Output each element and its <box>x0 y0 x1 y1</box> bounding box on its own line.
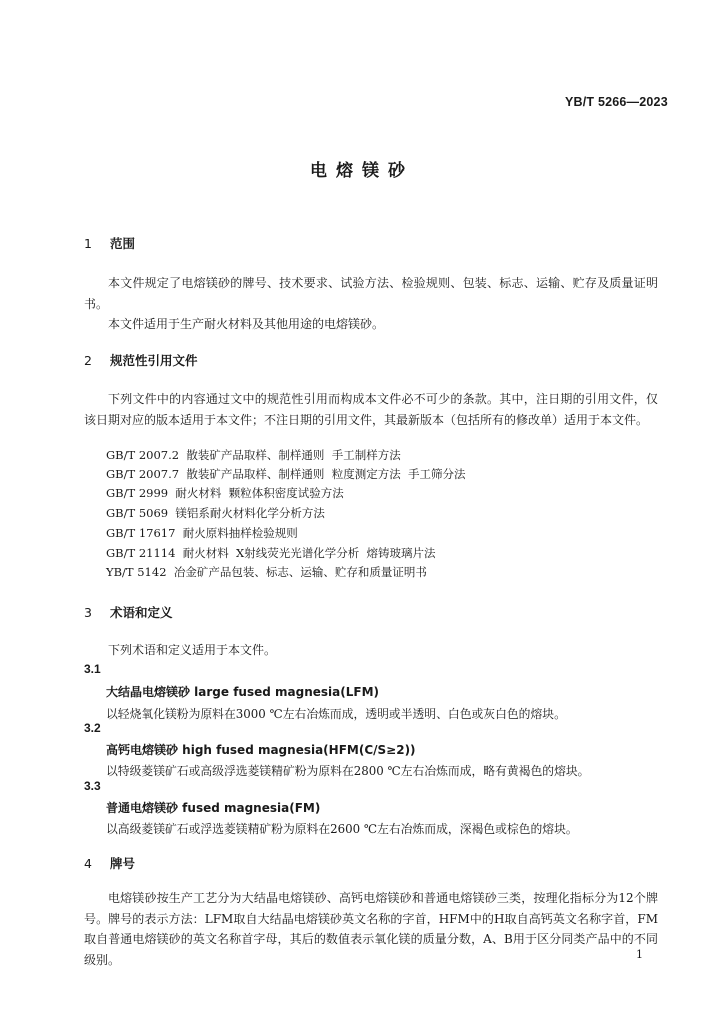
section-title: 术语和定义 <box>110 605 173 620</box>
term-name: 普通电熔镁砂 fused magnesia(FM) <box>106 801 321 815</box>
term-definition: 以轻烧氧化镁粉为原料在3000 ℃左右冶炼而成，透明或半透明、白色或灰白色的熔块。 <box>106 707 566 721</box>
section-1-heading <box>84 234 135 252</box>
reference-item: GB/T 5069 镁铝系耐火材料化学分析方法 <box>106 506 325 520</box>
term-number: 3.1 <box>84 662 101 676</box>
reference-item: YB/T 5142 冶金矿产品包装、标志、运输、贮存和质量证明书 <box>106 565 427 579</box>
section-title: 规范性引用文件 <box>110 353 198 368</box>
section-number: 3 <box>84 605 92 620</box>
section-number: 4 <box>84 856 92 871</box>
paragraph: 本文件规定了电熔镁砂的牌号、技术要求、试验方法、检验规则、包装、标志、运输、贮存及质量证明书。 <box>84 276 658 311</box>
term-name: 大结晶电熔镁砂 large fused magnesia(LFM) <box>106 685 380 699</box>
term-number: 3.2 <box>84 721 101 735</box>
section-title: 范围 <box>110 236 136 251</box>
page-number: 1 <box>636 948 643 961</box>
paragraph: 下列术语和定义适用于本文件。 <box>108 643 277 657</box>
section-2-heading <box>84 351 198 369</box>
term-definition: 以特级菱镁矿石或高级浮选菱镁精矿粉为原料在2800 ℃左右冶炼而成，略有黄褐色的熔块。 <box>106 764 590 778</box>
reference-item: GB/T 17617 耐火原料抽样检验规则 <box>106 526 298 540</box>
section-number: 2 <box>84 353 92 368</box>
term-name: 高钙电熔镁砂 high fused magnesia(HFM(C/S≥2)) <box>106 743 416 757</box>
section-title: 牌号 <box>110 856 136 871</box>
document-title: 电熔镁砂 <box>310 161 414 181</box>
section-4-heading <box>84 854 135 872</box>
reference-item: GB/T 2007.2 散装矿产品取样、制样通则 手工制样方法 <box>106 448 401 462</box>
section-3-heading <box>84 603 173 621</box>
reference-item: GB/T 2007.7 散装矿产品取样、制样通则 粒度测定方法 手工筛分法 <box>106 467 466 481</box>
standard-number: YB/T 5266—2023 <box>565 95 668 109</box>
paragraph: 电熔镁砂按生产工艺分为大结晶电熔镁砂、高钙电熔镁砂和普通电熔镁砂三类，按理化指标分为12个牌号。牌号的表示方法：LFM取自大结晶电熔镁砂英文名称的字首，HFM中的H取自高钙英文名称字首，FM取自普通电熔镁砂的英文名称首字母，其后的数值表示氧化镁的质量分数，A、B用于区分同类产品中的不同级别。 <box>84 891 658 967</box>
paragraph: 本文件适用于生产耐火材料及其他用途的电熔镁砂。 <box>108 317 385 331</box>
paragraph: 下列文件中的内容通过文中的规范性引用而构成本文件必不可少的条款。其中，注日期的引用文件，仅该日期对应的版本适用于本文件；不注日期的引用文件，其最新版本（包括所有的修改单）适用于本文件。 <box>84 392 658 427</box>
section-number: 1 <box>84 236 92 251</box>
reference-item: GB/T 2999 耐火材料 颗粒体积密度试验方法 <box>106 486 344 500</box>
term-definition: 以高级菱镁矿石或浮选菱镁精矿粉为原料在2600 ℃左右冶炼而成，深褐色或棕色的熔块。 <box>106 822 578 836</box>
term-number: 3.3 <box>84 779 101 793</box>
reference-item: GB/T 21114 耐火材料 X射线荧光光谱化学分析 熔铸玻璃片法 <box>106 546 436 560</box>
